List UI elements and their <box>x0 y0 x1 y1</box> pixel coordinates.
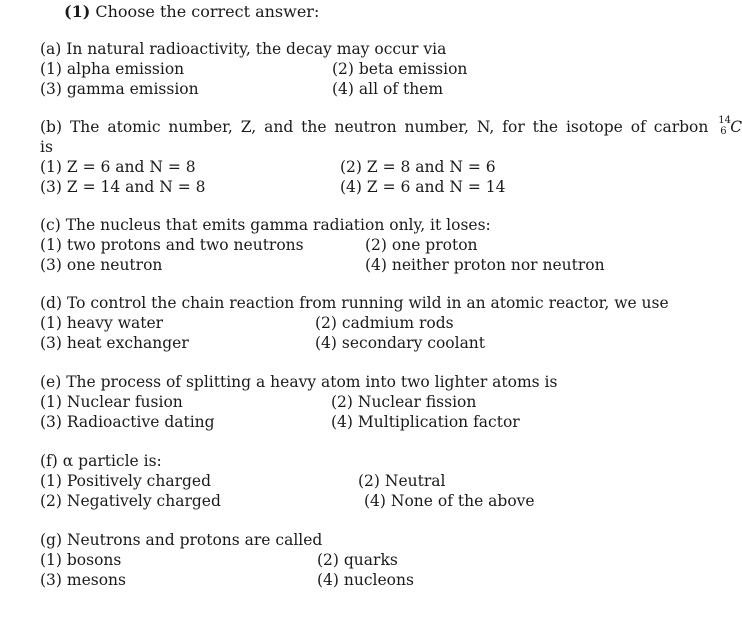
question-c-option-2[interactable]: (2) one proton <box>365 236 478 254</box>
question-b-stem-tail: is <box>40 138 53 156</box>
question-f-option-4[interactable]: (4) None of the above <box>364 492 535 510</box>
question-e-option-1[interactable]: (1) Nuclear fusion <box>40 393 183 411</box>
question-d <box>40 293 680 353</box>
question-g-stem: (g) Neutrons and protons are called <box>40 531 323 549</box>
question-d-stem: (d) To control the chain reaction from running wild in an atomic reactor, we use <box>40 294 669 312</box>
question-c-option-1[interactable]: (1) two protons and two neutrons <box>40 236 304 254</box>
question-c-option-4[interactable]: (4) neither proton nor neutron <box>365 256 605 274</box>
question-a-option-1[interactable]: (1) alpha emission <box>40 60 185 78</box>
question-g-option-4[interactable]: (4) nucleons <box>317 571 414 589</box>
question-g-option-2[interactable]: (2) quarks <box>317 551 398 569</box>
question-f-option-1[interactable]: (1) Positively charged <box>40 472 212 490</box>
question-e-stem: (e) The process of splitting a heavy atom into two lighter atoms is <box>40 373 558 391</box>
question-b-option-1[interactable]: (1) Z = 6 and N = 8 <box>40 158 196 176</box>
carbon-14-isotope <box>718 117 742 137</box>
question-e-option-3[interactable]: (3) Radioactive dating <box>40 413 215 431</box>
question-a-option-3[interactable]: (3) gamma emission <box>40 80 199 98</box>
question-b-stem-line <box>40 115 742 137</box>
question-d-option-3[interactable]: (3) heat exchanger <box>40 334 189 352</box>
question-g-option-3[interactable]: (3) mesons <box>40 571 126 589</box>
question-f <box>40 451 680 511</box>
section-title <box>64 2 319 21</box>
question-e-option-2[interactable]: (2) Nuclear fission <box>331 393 477 411</box>
question-d-option-4[interactable]: (4) secondary coolant <box>315 334 486 352</box>
isotope-symbol: C <box>730 118 742 136</box>
question-e-option-4[interactable]: (4) Multiplication factor <box>331 413 520 431</box>
question-d-option-2[interactable]: (2) cadmium rods <box>315 314 454 332</box>
question-e <box>40 372 680 432</box>
question-b-option-2[interactable]: (2) Z = 8 and N = 6 <box>340 158 496 176</box>
question-b-stem: (b) The atomic number, Z, and the neutron number, N, for the isotope of carbon <box>40 118 709 136</box>
question-b-option-3[interactable]: (3) Z = 14 and N = 8 <box>40 178 206 196</box>
question-a <box>40 39 680 99</box>
question-b-option-4[interactable]: (4) Z = 6 and N = 14 <box>340 178 506 196</box>
section-instruction: Choose the correct answer: <box>95 2 320 21</box>
question-f-stem: (f) α particle is: <box>40 452 162 470</box>
question-g-option-1[interactable]: (1) bosons <box>40 551 122 569</box>
question-a-option-4[interactable]: (4) all of them <box>332 80 444 98</box>
question-f-option-2[interactable]: (2) Neutral <box>358 472 446 490</box>
isotope-mass-number: 14 <box>718 115 732 126</box>
question-a-option-2[interactable]: (2) beta emission <box>332 60 468 78</box>
question-g <box>40 530 680 590</box>
section-number: (1) <box>64 2 91 21</box>
question-c-option-3[interactable]: (3) one neutron <box>40 256 163 274</box>
question-c-stem: (c) The nucleus that emits gamma radiation only, it loses: <box>40 216 491 234</box>
question-a-stem: (a) In natural radioactivity, the decay may occur via <box>40 40 447 58</box>
question-c <box>40 215 680 275</box>
isotope-atomic-number: 6 <box>720 126 727 137</box>
question-b <box>40 115 742 197</box>
question-d-option-1[interactable]: (1) heavy water <box>40 314 164 332</box>
question-f-option-3[interactable]: (2) Negatively charged <box>40 492 221 510</box>
